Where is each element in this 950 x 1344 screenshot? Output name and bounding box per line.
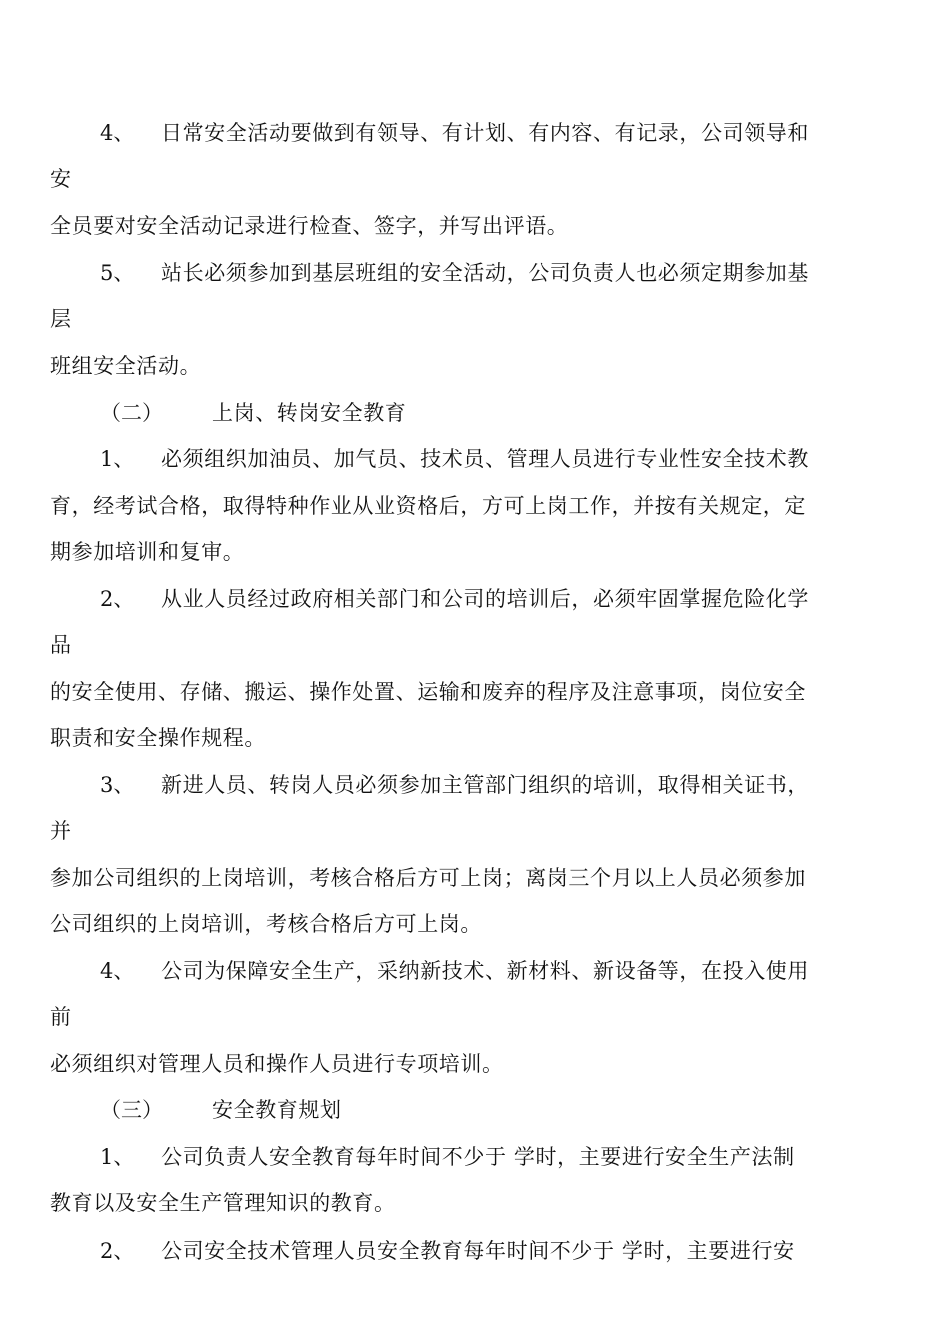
item-number: 2、	[100, 1239, 135, 1263]
paragraph-line: 期参加培训和复审。	[50, 540, 245, 564]
paragraph-line: 公司负责人安全教育每年时间不少于 学时，主要进行安全生产法制	[161, 1145, 795, 1169]
item-number: 3、	[100, 773, 135, 797]
item-number: 4、	[100, 121, 135, 145]
paragraph-line: 层	[50, 307, 72, 331]
paragraph-line: 安	[50, 167, 72, 191]
paragraph-line: 品	[50, 633, 72, 657]
paragraph-line: 公司组织的上岗培训，考核合格后方可上岗。	[50, 912, 482, 936]
paragraph-line: 教育以及安全生产管理知识的教育。	[50, 1191, 396, 1215]
paragraph-line: 站长必须参加到基层班组的安全活动，公司负责人也必须定期参加基	[161, 261, 809, 285]
paragraph-line: 从业人员经过政府相关部门和公司的培训后，必须牢固掌握危险化学	[161, 587, 809, 611]
paragraph-line: 日常安全活动要做到有领导、有计划、有内容、有记录，公司领导和	[161, 121, 809, 145]
section-heading: 安全教育规划	[212, 1098, 342, 1122]
paragraph-line: 职责和安全操作规程。	[50, 726, 266, 750]
paragraph-line: 参加公司组织的上岗培训，考核合格后方可上岗；离岗三个月以上人员必须参加	[50, 866, 806, 890]
paragraph-line: 新进人员、转岗人员必须参加主管部门组织的培训，取得相关证书，	[161, 773, 809, 797]
paragraph-line: 必须组织对管理人员和操作人员进行专项培训。	[50, 1052, 504, 1076]
paragraph-line: 前	[50, 1005, 72, 1029]
item-number: 4、	[100, 959, 135, 983]
item-number: 1、	[100, 447, 135, 471]
paragraph-line: 的安全使用、存储、搬运、操作处置、运输和废弃的程序及注意事项，岗位安全	[50, 680, 806, 704]
paragraph-line: 班组安全活动。	[50, 354, 202, 378]
item-number: 2、	[100, 587, 135, 611]
paragraph-line: 公司为保障安全生产，采纳新技术、新材料、新设备等，在投入使用	[161, 959, 809, 983]
paragraph-line: 育，经考试合格，取得特种作业从业资格后，方可上岗工作，并按有关规定，定	[50, 494, 806, 518]
paragraph-line: 必须组织加油员、加气员、技术员、管理人员进行专业性安全技术教	[161, 447, 809, 471]
section-number: （三）	[100, 1098, 163, 1122]
paragraph-line: 并	[50, 819, 72, 843]
paragraph-line: 公司安全技术管理人员安全教育每年时间不少于 学时，主要进行安	[161, 1239, 795, 1263]
section-number: （二）	[100, 401, 163, 425]
section-heading: 上岗、转岗安全教育	[212, 401, 407, 425]
item-number: 5、	[100, 261, 135, 285]
paragraph-line: 全员要对安全活动记录进行检查、签字，并写出评语。	[50, 214, 569, 238]
item-number: 1、	[100, 1145, 135, 1169]
